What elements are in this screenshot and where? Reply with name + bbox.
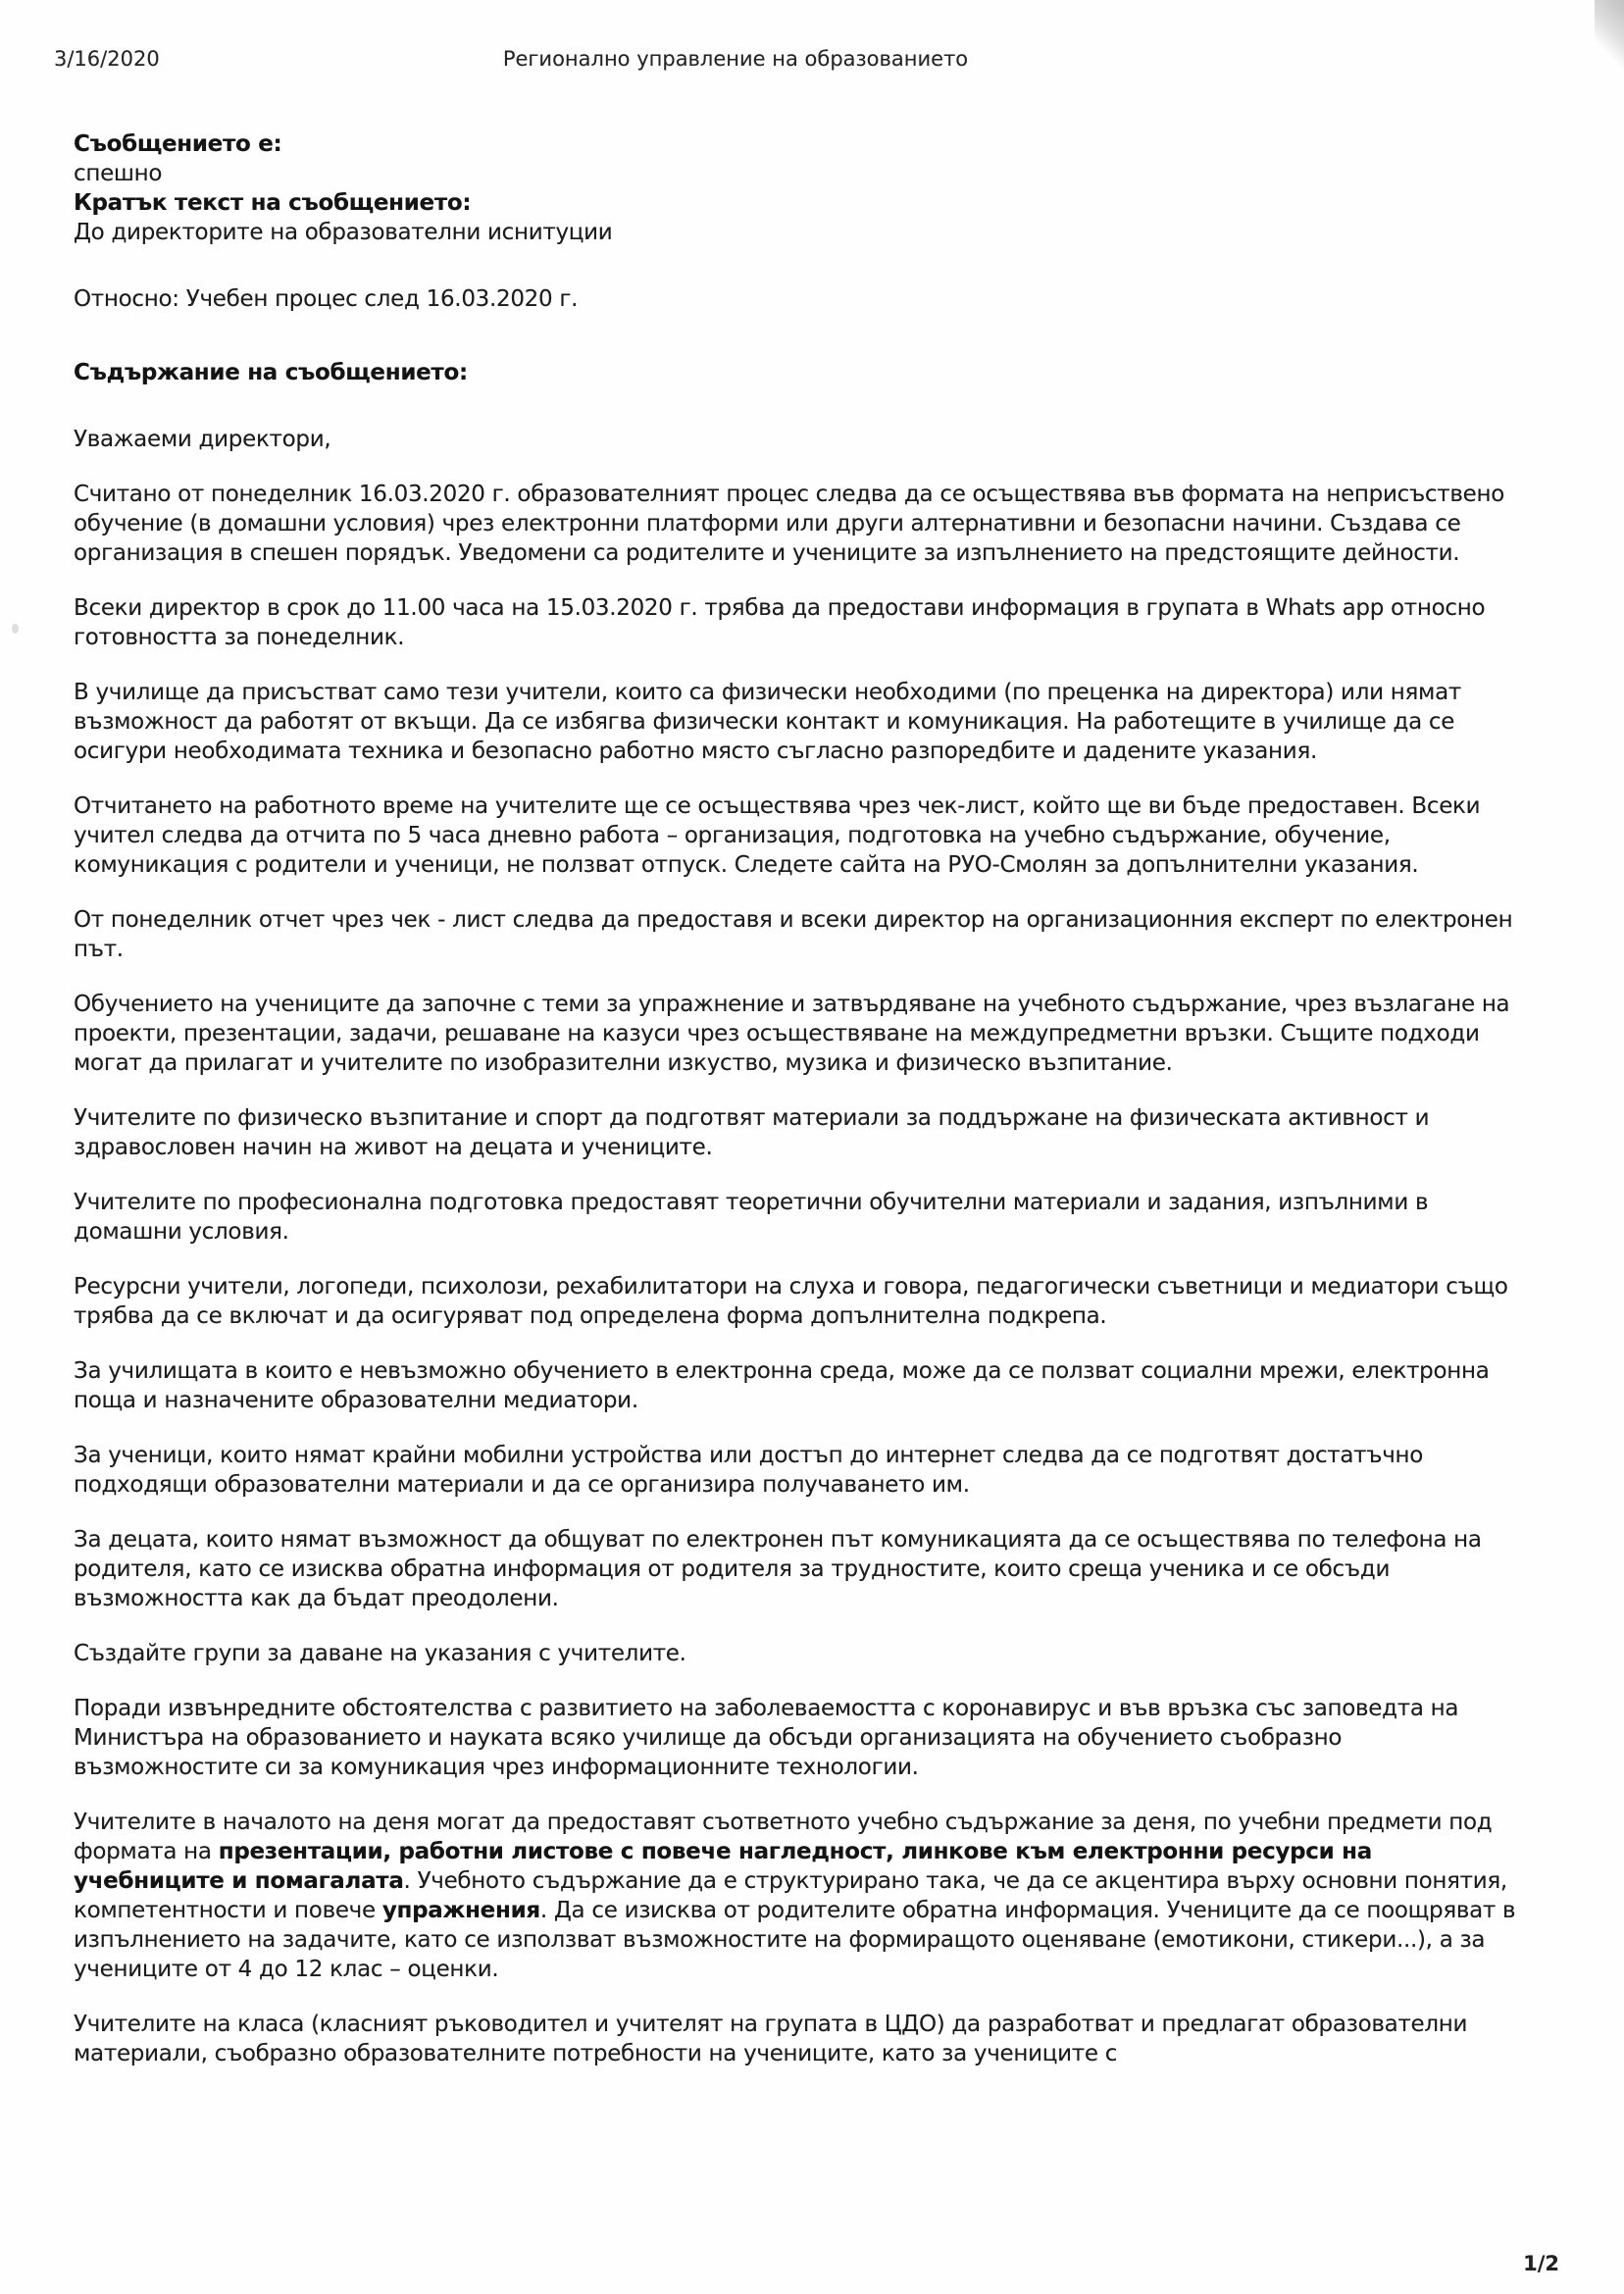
rich-segment-2-bold: презентации, работни листове с повече нагледност, линкове към електронни ресурси на учебниците и помагалата bbox=[74, 1839, 1372, 1894]
closing-paragraph: Учителите на класа (класният ръководител и учителят на групата в ЦДО) да разработват и предлагат образователни материали, съобразно образователните потребности на учениците, като за учениците с bbox=[74, 2012, 1468, 2066]
paragraph-6: Обучението на учениците да започне с теми за упражнение и затвърдяване на учебното съдържание, чрез възлагане на проекти, презентации, задачи, решаване на казуси чрез осъществяване на междупредметни връзки. Същите подходи могат да прилагат и учителите по изобразителни изкуство, музика и физическо възпитание. bbox=[74, 992, 1510, 1076]
subject-line: Относно: Учебен процес след 16.03.2020 г. bbox=[74, 286, 579, 312]
message-type-label: Съобщението е: bbox=[74, 131, 282, 157]
scan-corner-artifact bbox=[1595, 0, 1624, 84]
rich-segment-4-bold: упражнения bbox=[381, 1898, 540, 1923]
header-title: Регионално управление на образованието bbox=[502, 47, 969, 71]
page-number: 1/2 bbox=[1523, 2252, 1559, 2275]
paragraph-3: В училище да присъстват само тези учители, които са физически необходими (по преценка на директора) или нямат възможност да работят от вкъщи. Да се избягва физически контакт и комуникация. На работещите в училище да се осигури необходимата техника и безопасно работно място съгласно разпоредбите и дадените указания. bbox=[74, 680, 1461, 764]
rich-paragraph bbox=[74, 1808, 1517, 1984]
rich-segment-3: . Учебното съдържание да е структурирано така, че да се акцентира върху основни понятия, компетентности и повече bbox=[74, 1868, 1507, 1923]
short-text-label: Кратък текст на съобщението: bbox=[74, 190, 472, 216]
paragraph-2: Всеки директор в срок до 11.00 часа на 15.03.2020 г. трябва да предостави информация в групата в Whats app относно готовността за понеделник. bbox=[74, 595, 1486, 650]
paragraph-9: Ресурсни учители, логопеди, психолози, рехабилитатори на слуха и говора, педагогически съветници и медиатори също трябва да се включат и да осигуряват под определена форма допълнителна подкрепа. bbox=[74, 1274, 1508, 1329]
paragraph-11: За ученици, които нямат крайни мобилни устройства или достъп до интернет следва да се подготвят достатъчно подходящи образователни материали и да се организира получаването им. bbox=[74, 1443, 1424, 1498]
rich-segment-1: Учителите в началото на деня могат да предоставят съответното учебно съдържание за деня, по учебни предмети под формата на bbox=[74, 1810, 1493, 1864]
message-type-value: спешно bbox=[74, 161, 163, 186]
content-label: Съдържание на съобщението: bbox=[74, 360, 468, 385]
paragraph-4: Отчитането на работното време на учителите ще се осъществява чрез чек-лист, който ще ви бъде предоставен. Всеки учител следва да отчита по 5 часа дневно работа – организация, подготовка на учебно съдържание, обучение, комуникация с родители и ученици, не ползват отпуск. Следете сайта на РУО-Смолян за допълнителни указания. bbox=[74, 793, 1481, 878]
paragraph-1: Считано от понеделник 16.03.2020 г. образователният процес следва да се осъществява във формата на неприсъствено обучение (в домашни условия) чрез електронни платформи или други алтернативни и безопасни начини. Създава се организация в спешен порядък. Уведомени са родителите и учениците за изпълнението на предстоящите дейности. bbox=[74, 482, 1504, 566]
message-meta bbox=[74, 129, 1517, 247]
document-body bbox=[74, 129, 1517, 2068]
paragraph-8: Учителите по професионална подготовка предоставят теоретични обучителни материали и задания, изпълними в домашни условия. bbox=[74, 1190, 1429, 1245]
paragraph-13: Създайте групи за даване на указания с учителите. bbox=[74, 1641, 686, 1666]
short-text-value: До директорите на образователни иснитуции bbox=[74, 220, 613, 245]
header-date: 3/16/2020 bbox=[54, 47, 160, 71]
scan-speck-artifact bbox=[12, 624, 19, 634]
rich-segment-5: . Да се изисква от родителите обратна информация. Учениците да се поощряват в изпълнението на задачите, като се използват възможностите на формиращото оценяване (емотикони, стикери...), а за учениците от 4 до 12 клас – оценки. bbox=[74, 1898, 1516, 1982]
paragraph-12: За децата, които нямат възможност да общуват по електронен път комуникацията да се осъществява по телефона на родителя, като се изисква обратна информация от родителя за трудностите, които среща ученика и се обсъди възможността как да бъдат преодолени. bbox=[74, 1527, 1482, 1611]
salutation: Уважаеми директори, bbox=[74, 427, 331, 452]
paragraph-10: За училищата в които е невъзможно обучението в електронна среда, може да се ползват социални мрежи, електронна поща и назначените образователни медиатори. bbox=[74, 1358, 1490, 1413]
paragraph-7: Учителите по физическо възпитание и спорт да подготвят материали за поддържане на физическата активност и здравословен начин на живот на децата и учениците. bbox=[74, 1105, 1430, 1160]
paragraph-14: Поради извънредните обстоятелства с развитието на заболеваемостта с коронавирус и във връзка със заповедта на Министъра на образованието и науката всяко училище да обсъди организацията на обучението съобразно възможностите си за комуникация чрез информационните технологии. bbox=[74, 1696, 1459, 1780]
paragraph-5: От понеделник отчет чрез чек - лист следва да предоставя и всеки директор на организационния експерт по електронен път. bbox=[74, 907, 1513, 962]
